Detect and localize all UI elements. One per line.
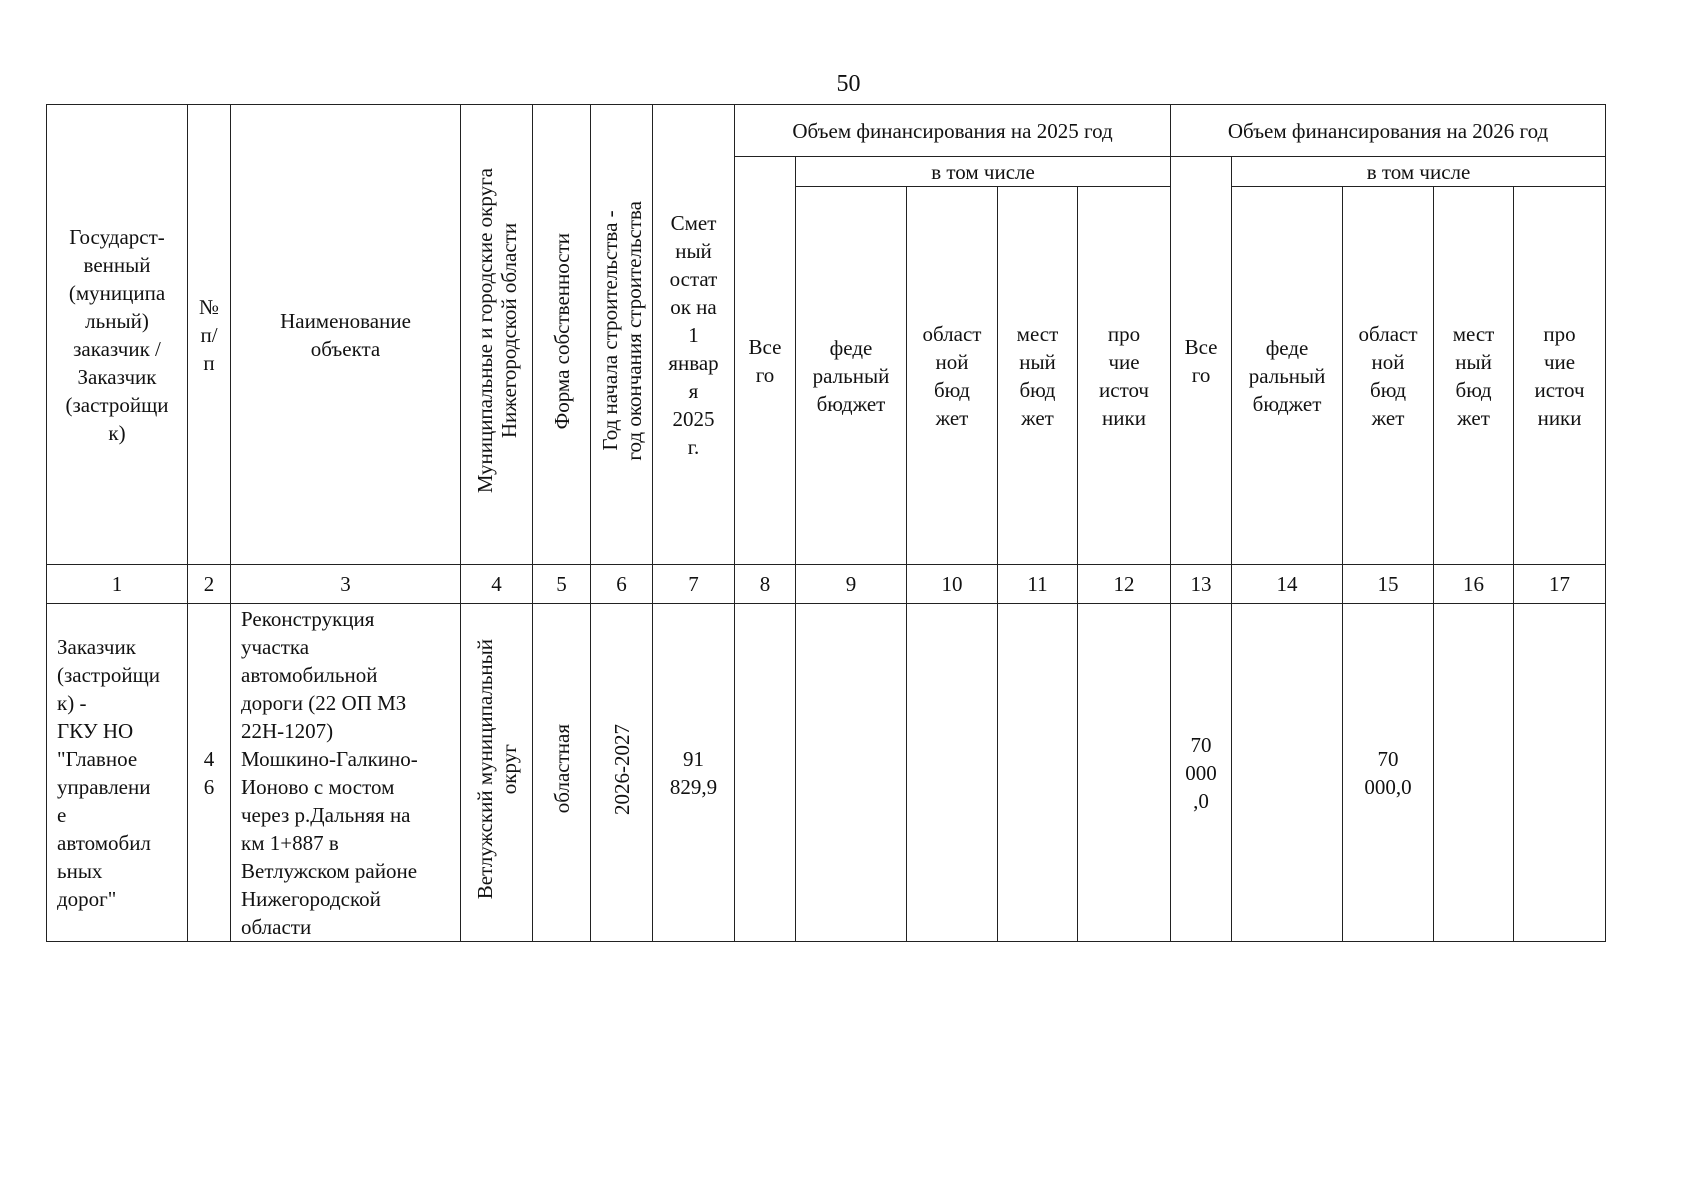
column-number: 5 — [533, 565, 591, 604]
row-federal-2025 — [796, 604, 907, 942]
header-including-2025: в том числе — [796, 157, 1171, 187]
header-estimate: Смет ный остат ок на 1 январ я 2025 г. — [653, 105, 735, 565]
header-federal-2026: феде ральный бюджет — [1232, 187, 1343, 565]
column-number: 12 — [1078, 565, 1171, 604]
row-object-name: Реконструкция участка автомобильной дороги (22 ОП МЗ 22Н-1207) Мошкино-Галкино- Ионово с мостом через р.Дальняя на км 1+887 в Ветлужском районе Нижегородской области — [231, 604, 461, 942]
row-regional-2025 — [907, 604, 998, 942]
column-number: 16 — [1434, 565, 1514, 604]
row-municipality: Ветлужский муниципальный округ — [461, 604, 533, 942]
row-local-2026 — [1434, 604, 1514, 942]
row-local-2025 — [998, 604, 1078, 942]
row-other-2026 — [1514, 604, 1606, 942]
column-number: 4 — [461, 565, 533, 604]
column-number: 2 — [188, 565, 231, 604]
header-years: Год начала строительства - год окончания строительства — [591, 105, 653, 565]
column-number: 6 — [591, 565, 653, 604]
header-total-2025: Все го — [735, 157, 796, 565]
column-number: 8 — [735, 565, 796, 604]
row-years: 2026-2027 — [591, 604, 653, 942]
column-number: 17 — [1514, 565, 1606, 604]
financing-table — [46, 104, 1606, 942]
table-row — [47, 604, 1606, 942]
header-number: № п/ п — [188, 105, 231, 565]
column-number: 15 — [1343, 565, 1434, 604]
row-federal-2026 — [1232, 604, 1343, 942]
row-ownership: областная — [533, 604, 591, 942]
column-number: 13 — [1171, 565, 1232, 604]
header-local-2026: мест ный бюд жет — [1434, 187, 1514, 565]
header-total-2026: Все го — [1171, 157, 1232, 565]
header-regional-2025: област ной бюд жет — [907, 187, 998, 565]
header-including-2026: в том числе — [1232, 157, 1606, 187]
row-other-2025 — [1078, 604, 1171, 942]
header-funding-2025: Объем финансирования на 2025 год — [735, 105, 1171, 157]
row-regional-2026: 70 000,0 — [1343, 604, 1434, 942]
column-number: 11 — [998, 565, 1078, 604]
column-number: 10 — [907, 565, 998, 604]
column-number: 14 — [1232, 565, 1343, 604]
header-object-name: Наименование объекта — [231, 105, 461, 565]
header-other-2025: про чие источ ники — [1078, 187, 1171, 565]
row-number: 4 6 — [188, 604, 231, 942]
column-number: 9 — [796, 565, 907, 604]
column-number: 7 — [653, 565, 735, 604]
column-number: 1 — [47, 565, 188, 604]
row-total-2025 — [735, 604, 796, 942]
header-municipalities: Муниципальные и городские округа Нижегородской области — [461, 105, 533, 565]
header-regional-2026: област ной бюд жет — [1343, 187, 1434, 565]
header-ownership: Форма собственности — [533, 105, 591, 565]
header-other-2026: про чие источ ники — [1514, 187, 1606, 565]
header-federal-2025: феде ральный бюджет — [796, 187, 907, 565]
row-customer: Заказчик (застройщи к) - ГКУ НО "Главное управлени е автомобил ьных дорог" — [47, 604, 188, 942]
header-customer: Государст- венный (муниципа льный) заказчик / Заказчик (застройщи к) — [47, 105, 188, 565]
column-number-row — [47, 565, 1606, 604]
column-number: 3 — [231, 565, 461, 604]
row-total-2026: 70 000 ,0 — [1171, 604, 1232, 942]
page-number: 50 — [836, 71, 861, 97]
header-local-2025: мест ный бюд жет — [998, 187, 1078, 565]
row-estimate: 91 829,9 — [653, 604, 735, 942]
header-funding-2026: Объем финансирования на 2026 год — [1171, 105, 1606, 157]
